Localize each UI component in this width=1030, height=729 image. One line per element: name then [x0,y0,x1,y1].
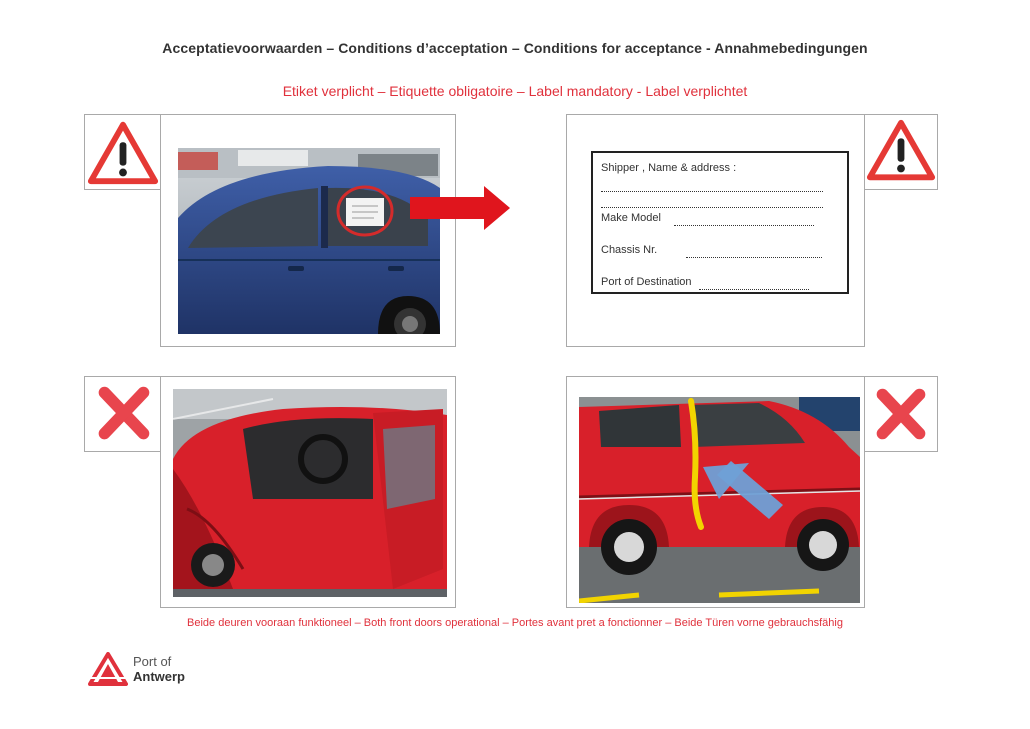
label-chassis: Chassis Nr. [601,244,658,256]
red-arrow-right-icon [408,186,512,232]
photo-red-car-chalk-line [566,376,865,608]
dotted-line [601,197,823,208]
page-title: Acceptatievoorwaarden – Conditions d’acceptation – Conditions for acceptance - Annahmebedingungen [162,40,868,56]
warning-triangle-icon [85,115,161,189]
dotted-line [686,247,822,258]
blue-car-illustration [178,148,440,334]
port-of-antwerp-logo [88,652,228,688]
warning-icon-box-right [864,114,938,190]
red-car-side-illustration [579,397,860,603]
photo-damaged-red-car [160,376,456,608]
port-of-antwerp-logo-icon [88,652,128,688]
cross-icon [85,377,161,451]
logo-line-2: Antwerp [133,669,185,684]
label-port-of-destination: Port of Destination [601,276,692,288]
dotted-line [699,279,809,290]
dotted-line [601,181,823,192]
cross-icon [865,377,937,451]
cross-icon-box-left [84,376,162,452]
warning-icon-box-left [84,114,162,190]
vehicle-label-card [591,151,849,294]
dotted-line [674,215,814,226]
logo-text [133,654,185,684]
cross-icon-box-right [864,376,938,452]
warning-triangle-icon [865,115,937,189]
label-shipper-line: Shipper , Name & address : [601,162,737,174]
label-sample-box [566,114,865,347]
label-mandatory-subtitle: Etiket verplicht – Etiquette obligatoire – Label mandatory - Label verplichtet [282,83,748,99]
front-doors-requirement-note: Beide deuren vooraan funktioneel – Both front doors operational – Portes avant pret a fonctionner – Beide Türen vorne gebrauchsfähig [187,617,843,629]
damaged-red-car-illustration [173,389,447,597]
logo-line-1: Port of [133,654,172,669]
label-make-model: Make Model [601,212,661,224]
